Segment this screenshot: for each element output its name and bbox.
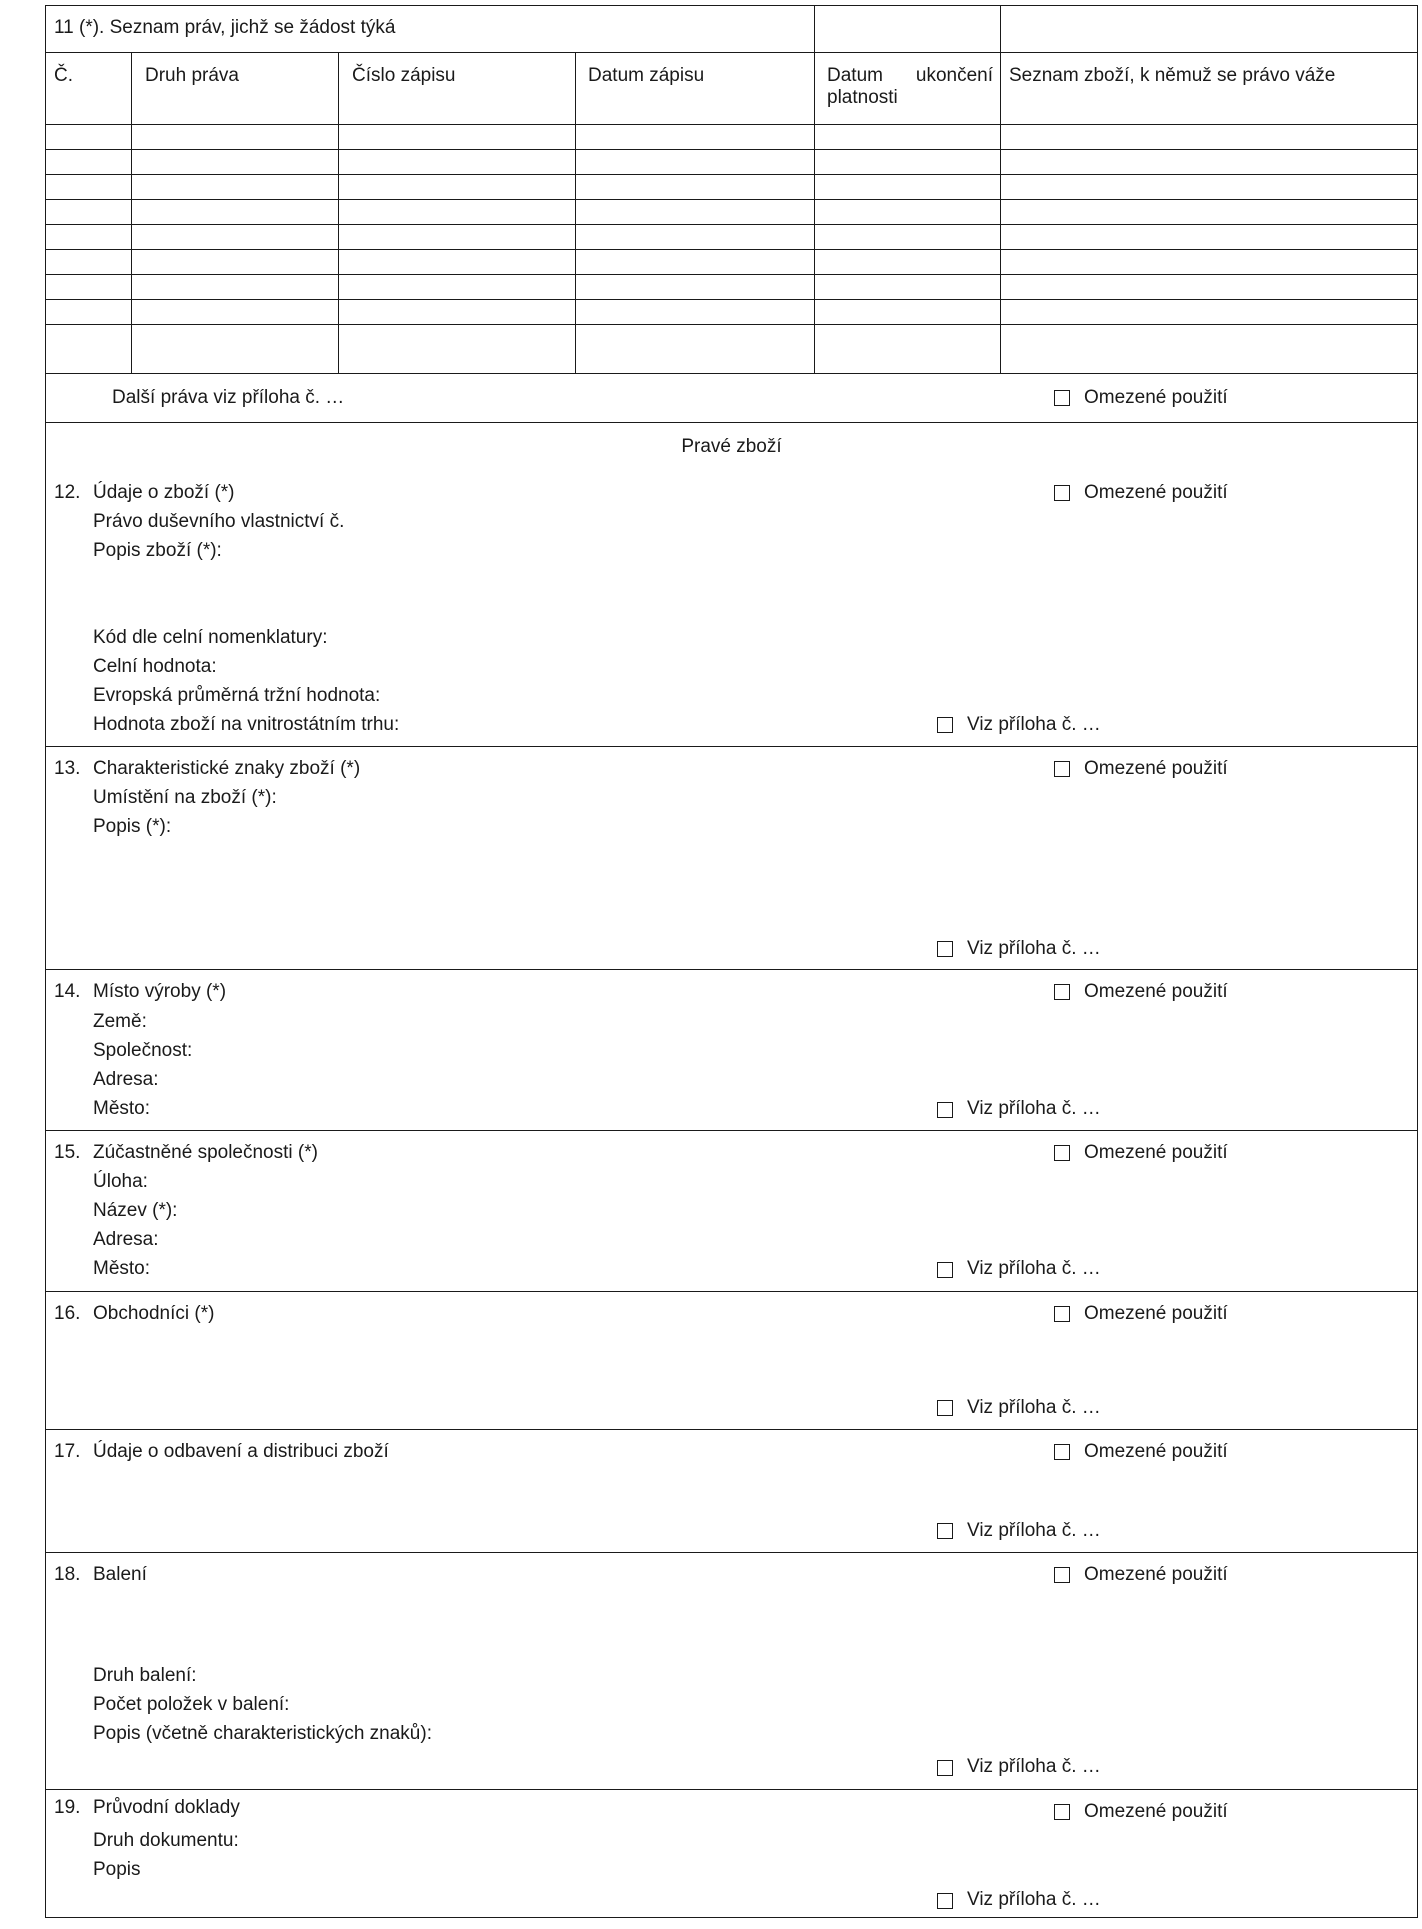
see-annex-checkbox[interactable]	[937, 717, 953, 733]
col-header-registration-date: Datum zápisu	[588, 65, 705, 86]
field-label: Adresa:	[93, 1229, 159, 1250]
see-annex-checkbox[interactable]	[937, 941, 953, 957]
col-divider	[814, 5, 815, 373]
section-title: Obchodníci (*)	[93, 1303, 215, 1324]
table-row-line	[45, 274, 1418, 275]
section-title: Údaje o odbavení a distribuci zboží	[93, 1441, 389, 1462]
section-number: 15.	[54, 1142, 81, 1163]
table-row-line	[45, 299, 1418, 300]
table-row-line	[45, 224, 1418, 225]
restricted-use-checkbox[interactable]	[1054, 761, 1070, 777]
restricted-use-checkbox[interactable]	[1054, 984, 1070, 1000]
see-annex-label: Viz příloha č. …	[967, 1520, 1101, 1541]
section-number: 16.	[54, 1303, 81, 1324]
field-label: Společnost:	[93, 1040, 193, 1061]
section-divider	[45, 1291, 1418, 1292]
table-row-line	[45, 249, 1418, 250]
section-number: 14.	[54, 981, 81, 1002]
field-label: Úloha:	[93, 1171, 148, 1192]
field-label: Umístění na zboží (*):	[93, 787, 277, 808]
field-label: Počet položek v balení:	[93, 1694, 290, 1715]
section-title: Charakteristické znaky zboží (*)	[93, 758, 361, 779]
see-annex-label: Viz příloha č. …	[967, 1756, 1101, 1777]
left-border	[45, 5, 46, 1918]
col-header-right-type: Druh práva	[145, 65, 239, 86]
section-divider	[45, 746, 1418, 747]
see-annex-checkbox[interactable]	[937, 1262, 953, 1278]
restricted-use-label: Omezené použití	[1084, 482, 1228, 503]
restricted-use-checkbox[interactable]	[1054, 1567, 1070, 1583]
section-number: 13.	[54, 758, 81, 779]
field-label: Právo duševního vlastnictví č.	[93, 511, 345, 532]
field-label: Evropská průměrná tržní hodnota:	[93, 685, 381, 706]
section-title: Průvodní doklady	[93, 1797, 240, 1818]
see-annex-label: Viz příloha č. …	[967, 1889, 1101, 1910]
section-title: Balení	[93, 1564, 147, 1585]
see-annex-label: Viz příloha č. …	[967, 714, 1101, 735]
see-annex-checkbox[interactable]	[937, 1760, 953, 1776]
field-label: Země:	[93, 1011, 147, 1032]
see-annex-checkbox[interactable]	[937, 1523, 953, 1539]
see-annex-label: Viz příloha č. …	[967, 1098, 1101, 1119]
restricted-use-label: Omezené použití	[1084, 1564, 1228, 1585]
section-number: 19.	[54, 1797, 81, 1818]
section-title: Místo výroby (*)	[93, 981, 227, 1002]
restricted-use-label: Omezené použití	[1084, 758, 1228, 779]
section-divider	[45, 1429, 1418, 1430]
section-title: Údaje o zboží (*)	[93, 482, 235, 503]
field-label: Popis (včetně charakteristických znaků):	[93, 1723, 432, 1744]
section-number: 12.	[54, 482, 81, 503]
see-annex-checkbox[interactable]	[937, 1400, 953, 1416]
field-label: Popis (*):	[93, 816, 172, 837]
see-annex-label: Viz příloha č. …	[967, 938, 1101, 959]
restricted-use-checkbox[interactable]	[1054, 1145, 1070, 1161]
section-number: 18.	[54, 1564, 81, 1585]
restricted-use-label: Omezené použití	[1084, 1441, 1228, 1462]
field-label: Popis zboží (*):	[93, 540, 222, 561]
table-header-line	[45, 52, 1418, 53]
table-row-line	[45, 124, 1418, 125]
field-label: Kód dle celní nomenklatury:	[93, 627, 328, 648]
section-divider	[45, 1130, 1418, 1131]
col-header-goods-list: Seznam zboží, k němuž se právo váže	[1009, 65, 1336, 86]
section-title: Zúčastněné společnosti (*)	[93, 1142, 318, 1163]
field-label: Adresa:	[93, 1069, 159, 1090]
col-header-number: Č.	[54, 65, 73, 86]
section-divider	[45, 969, 1418, 970]
col-header-registration-number: Číslo zápisu	[352, 65, 456, 86]
table-row-line	[45, 149, 1418, 150]
restricted-use-checkbox[interactable]	[1054, 1306, 1070, 1322]
restricted-use-label: Omezené použití	[1084, 1303, 1228, 1324]
restricted-use-label: Omezené použití	[1084, 1801, 1228, 1822]
genuine-goods-title: Pravé zboží	[681, 436, 782, 457]
rights-section-title: 11 (*). Seznam práv, jichž se žádost týká	[54, 17, 396, 38]
field-label: Druh balení:	[93, 1665, 197, 1686]
field-label: Celní hodnota:	[93, 656, 217, 677]
see-annex-label: Viz příloha č. …	[967, 1258, 1101, 1279]
restricted-use-label: Omezené použití	[1084, 1142, 1228, 1163]
field-label: Město:	[93, 1258, 151, 1279]
bottom-border	[45, 1917, 1418, 1918]
col-divider	[575, 52, 576, 373]
restricted-use-label: Omezené použití	[1084, 981, 1228, 1002]
table-bottom-line	[45, 373, 1418, 374]
field-label: Popis	[93, 1859, 141, 1880]
field-label: Název (*):	[93, 1200, 178, 1221]
field-label: Hodnota zboží na vnitrostátním trhu:	[93, 714, 400, 735]
col-header-expiry-date: Datum ukončení platnosti	[827, 65, 993, 108]
see-annex-checkbox[interactable]	[937, 1893, 953, 1909]
more-rights-note: Další práva viz příloha č. …	[112, 387, 345, 408]
see-annex-label: Viz příloha č. …	[967, 1397, 1101, 1418]
top-border	[45, 5, 1418, 6]
col-divider	[338, 52, 339, 373]
see-annex-checkbox[interactable]	[937, 1102, 953, 1118]
field-label: Druh dokumentu:	[93, 1830, 239, 1851]
restricted-use-checkbox[interactable]	[1054, 390, 1070, 406]
genuine-goods-bottom-line	[45, 422, 1418, 423]
restricted-use-label: Omezené použití	[1084, 387, 1228, 408]
section-divider	[45, 1552, 1418, 1553]
restricted-use-checkbox[interactable]	[1054, 1804, 1070, 1820]
section-divider	[45, 1789, 1418, 1790]
section-number: 17.	[54, 1441, 81, 1462]
field-label: Město:	[93, 1098, 151, 1119]
col-divider	[131, 52, 132, 373]
application-form	[45, 5, 1418, 1918]
col-divider	[1000, 5, 1001, 373]
table-row-line	[45, 174, 1418, 175]
restricted-use-checkbox[interactable]	[1054, 485, 1070, 501]
right-border	[1417, 5, 1418, 1918]
table-row-line	[45, 199, 1418, 200]
table-row-line	[45, 324, 1418, 325]
restricted-use-checkbox[interactable]	[1054, 1444, 1070, 1460]
